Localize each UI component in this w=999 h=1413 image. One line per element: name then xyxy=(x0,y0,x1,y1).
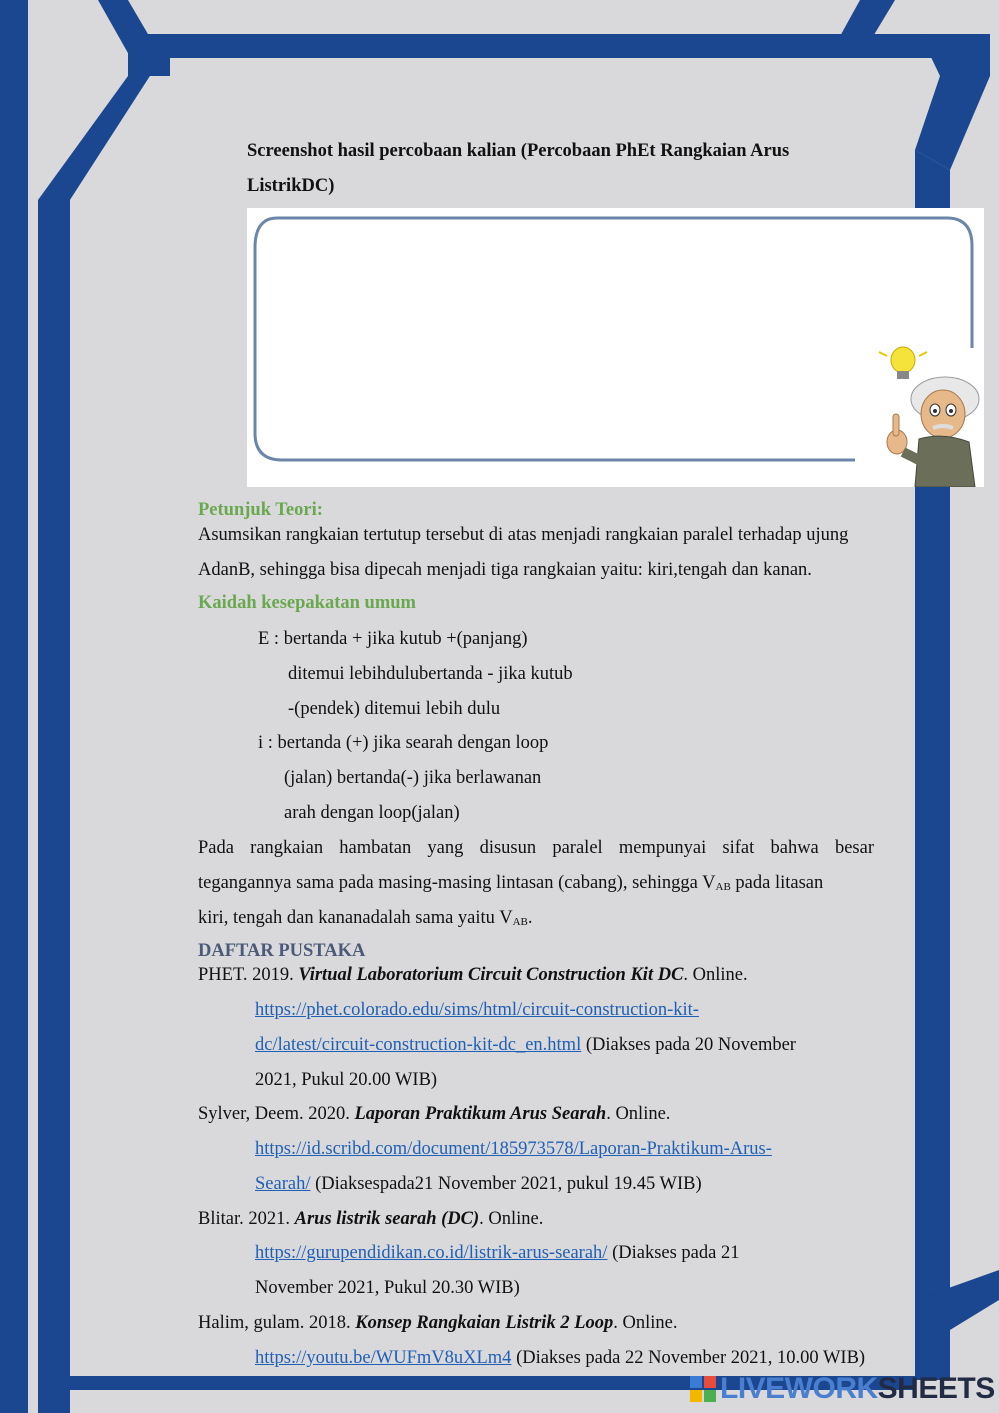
reference-link[interactable]: https://phet.colorado.edu/sims/html/circuit-construction-kit- xyxy=(255,1000,699,1020)
kaidah-line: i : bertanda (+) jika searah dengan loop xyxy=(258,733,549,753)
reference-entry: Blitar. 2021. Arus listrik searah (DC). Online. xyxy=(198,1209,544,1229)
reference-link[interactable]: https://youtu.be/WUFmV8uXLm4 xyxy=(255,1348,512,1368)
rounded-frame xyxy=(247,208,984,487)
reference-link-line xyxy=(255,1132,772,1167)
reference-link-line: dc/latest/circuit-construction-kit-dc_en.html (Diakses pada 20 November xyxy=(255,1035,796,1055)
screenshot-heading-line1: Screenshot hasil percobaan kalian (Percobaan PhEt Rangkaian Arus xyxy=(247,141,790,161)
reference-entry: PHET. 2019. Virtual Laboratorium Circuit Construction Kit DC. Online. xyxy=(198,965,748,985)
kaidah-line: E : bertanda + jika kutub +(panjang) xyxy=(258,629,528,649)
einstein-icon xyxy=(875,344,985,487)
kaidah-line: -(pendek) ditemui lebih dulu xyxy=(288,699,501,719)
reference-access-note: 2021, Pukul 20.00 WIB) xyxy=(255,1070,438,1090)
liveworksheets-logo xyxy=(690,1372,995,1406)
reference-link[interactable]: https://gurupendidikan.co.id/listrik-arus-searah/ xyxy=(255,1243,608,1263)
teori-paragraph-line1: Asumsikan rangkaian tertutup tersebut di atas menjadi rangkaian paralel terhadap ujung xyxy=(198,525,849,545)
kaidah-title: Kaidah kesepakatan umum xyxy=(198,593,416,613)
kaidah-line: arah dengan loop(jalan) xyxy=(284,803,460,823)
reference-link-line: Searah/ (Diaksespada21 November 2021, pukul 19.45 WIB) xyxy=(255,1174,702,1194)
reference-entry: Halim, gulam. 2018. Konsep Rangkaian Listrik 2 Loop. Online. xyxy=(198,1313,678,1333)
liveworksheets-logo-text-a: LIVEWORK xyxy=(720,1372,878,1405)
petunjuk-teori-title: Petunjuk Teori: xyxy=(198,500,323,520)
screenshot-heading-line2: ListrikDC) xyxy=(247,176,335,196)
paralel-paragraph-line1: Pada rangkaian hambatan yang disusun paralel mempunyai sifat bahwa besar xyxy=(198,838,874,858)
kaidah-line: (jalan) bertanda(-) jika berlawanan xyxy=(284,768,542,788)
reference-link[interactable]: Searah/ xyxy=(255,1174,311,1194)
paralel-paragraph-line2: tegangannya sama pada masing-masing lintasan (cabang), sehingga $V_{AB}$ pada litasan xyxy=(198,873,824,893)
reference-link[interactable]: dc/latest/circuit-construction-kit-dc_en.html xyxy=(255,1035,582,1055)
kaidah-line: ditemui lebihdulubertanda - jika kutub xyxy=(288,664,573,684)
teori-paragraph-line2: AdanB, sehingga bisa dipecah menjadi tiga rangkaian yaitu: kiri,tengah dan kanan. xyxy=(198,560,812,580)
liveworksheets-logo-text-b: SHEETS xyxy=(877,1372,995,1405)
reference-link-line xyxy=(255,993,699,1028)
reference-access-note: November 2021, Pukul 20.30 WIB) xyxy=(255,1278,520,1298)
daftar-pustaka-title: DAFTAR PUSTAKA xyxy=(198,941,366,961)
paralel-paragraph-line3: kiri, tengah dan kananadalah sama yaitu $V_{AB}$. xyxy=(198,908,533,928)
liveworksheets-logo-icon xyxy=(690,1376,716,1402)
reference-link-line: https://gurupendidikan.co.id/listrik-arus-searah/ (Diakses pada 21 xyxy=(255,1243,740,1263)
reference-link[interactable]: https://id.scribd.com/document/185973578/Laporan-Praktikum-Arus- xyxy=(255,1139,772,1159)
reference-link-line: https://youtu.be/WUFmV8uXLm4 (Diakses pada 22 November 2021, 10.00 WIB) xyxy=(255,1348,866,1368)
screenshot-answer-box[interactable] xyxy=(247,208,984,487)
reference-entry: Sylver, Deem. 2020. Laporan Praktikum Arus Searah. Online. xyxy=(198,1104,671,1124)
